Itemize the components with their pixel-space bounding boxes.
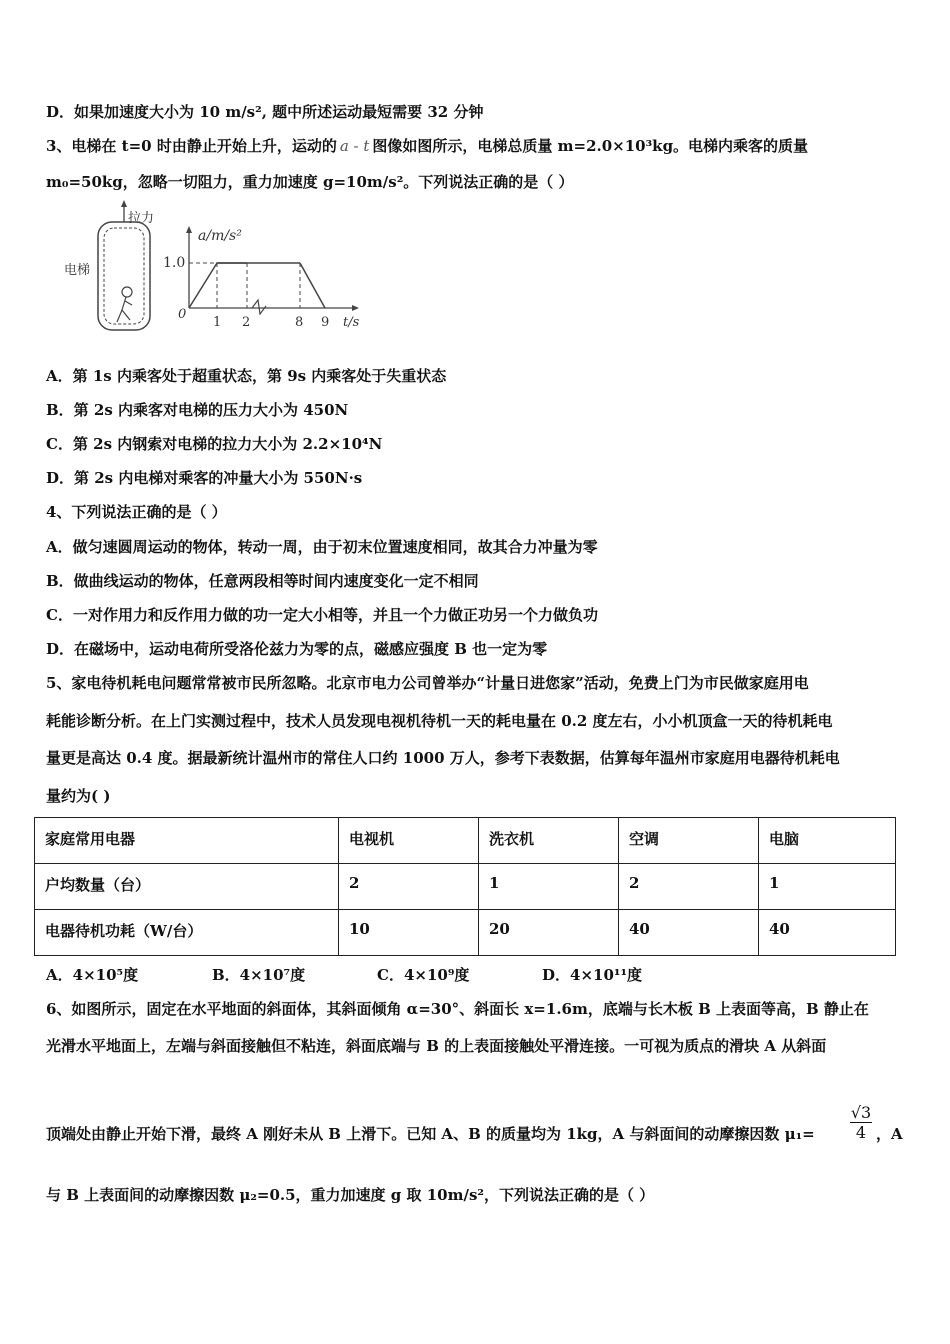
- q6-line-2: 光滑水平地面上，左端与斜面接触但不粘连，斜面底端与 B 的上表面接触处平滑连接。一可视为质点的滑块 A 从斜面: [46, 1037, 827, 1055]
- q3-stem-line1: [46, 136, 808, 156]
- q3-stem-part2: 图像如图所示，电梯总质量 m=2.0×10³kg。电梯内乘客的质量: [372, 137, 809, 155]
- table-cell: 空调: [619, 818, 759, 864]
- graph-rise: [189, 263, 300, 308]
- x-tick-9: 9: [321, 315, 330, 330]
- mu1-fraction: [850, 1103, 872, 1142]
- q6-line-3: 顶端处由静止开始下滑，最终 A 刚好未从 B 上滑下。已知 A、B 的质量均为 1kg，A 与斜面间的动摩擦因数 μ₁=: [46, 1125, 815, 1143]
- table-cell: 40: [759, 910, 896, 956]
- q4-option-b: B．做曲线运动的物体，任意两段相等时间内速度变化一定不相同: [46, 572, 479, 590]
- y-tick-label: 1.0: [163, 255, 186, 271]
- q5-option-c: C．4×10⁹度: [377, 966, 470, 984]
- x-tick-1: 1: [213, 315, 222, 330]
- q4-option-a: A．做匀速圆周运动的物体，转动一周，由于初末位置速度相同，故其合力冲量为零: [46, 538, 598, 556]
- force-arrow-head: [121, 200, 127, 207]
- table-row: [35, 910, 896, 956]
- origin-label: 0: [178, 307, 187, 322]
- table-row: [35, 864, 896, 910]
- elevator-label: 电梯: [64, 263, 91, 278]
- elevator-box-outer: [98, 222, 150, 330]
- force-label: 拉力: [128, 211, 155, 226]
- q5-option-d: D．4×10¹¹度: [542, 966, 643, 984]
- x-axis-label: t/s: [343, 315, 360, 330]
- q3-option-b: B．第 2s 内乘客对电梯的压力大小为 450N: [46, 401, 349, 419]
- table-cell: 电脑: [759, 818, 896, 864]
- q2-option-d: D．如果加速度大小为 10 m/s², 题中所述运动最短需要 32 分钟: [46, 103, 484, 121]
- q3-stem-part1: 3、电梯在 t=0 时由静止开始上升，运动的: [46, 137, 337, 155]
- q5-option-b: B．4×10⁷度: [212, 966, 306, 984]
- table-cell: 电视机: [339, 818, 479, 864]
- q3-stem-symbol: a - t: [339, 137, 370, 155]
- q4-stem: 4、下列说法正确的是（ ）: [46, 503, 227, 521]
- q3-option-d: D．第 2s 内电梯对乘客的冲量大小为 550N·s: [46, 469, 363, 487]
- q5-table: [34, 817, 896, 956]
- x-tick-8: 8: [295, 315, 304, 330]
- table-cell: 10: [339, 910, 479, 956]
- q4-option-c: C．一对作用力和反作用力做的功一定大小相等，并且一个力做正功另一个力做负功: [46, 606, 598, 624]
- graph-fall: [300, 263, 325, 308]
- q5-line-2: 耗能诊断分析。在上门实测过程中，技术人员发现电视机待机一天的耗电量在 0.2 度左右，小小机顶盒一天的待机耗电: [46, 712, 833, 730]
- q5-line-4: 量约为( ): [46, 787, 111, 805]
- elevator-box-inner: [104, 228, 144, 324]
- q6-line-1: 6、如图所示，固定在水平地面的斜面体，其斜面倾角 α=30°、斜面长 x=1.6m，底端与长木板 B 上表面等高，B 静止在: [46, 1000, 869, 1018]
- table-cell: 家庭常用电器: [35, 818, 339, 864]
- q5-line-1: 5、家电待机耗电问题常常被市民所忽略。北京市电力公司曾举办“计量日进您家”活动，免费上门为市民做家庭用电: [46, 674, 809, 692]
- table-header-row: [35, 818, 896, 864]
- table-cell: 电器待机功耗（W/台）: [35, 910, 339, 956]
- axis-break: [252, 300, 266, 314]
- table-cell: 1: [759, 864, 896, 910]
- q3-figure: [60, 200, 380, 340]
- frac-denominator: 4: [855, 1123, 867, 1142]
- x-tick-2: 2: [242, 315, 251, 330]
- person-head: [122, 287, 132, 297]
- q3-option-a: A．第 1s 内乘客处于超重状态，第 9s 内乘客处于失重状态: [46, 367, 447, 385]
- table-cell: 20: [479, 910, 619, 956]
- q6-line-4: 与 B 上表面间的动摩擦因数 μ₂=0.5，重力加速度 g 取 10m/s²，下列说法正确的是（ ）: [46, 1186, 655, 1204]
- q5-option-a: A．4×10⁵度: [46, 966, 139, 984]
- q4-option-d: D．在磁场中，运动电荷所受洛伦兹力为零的点，磁感应强度 B 也一定为零: [46, 640, 548, 658]
- table-cell: 1: [479, 864, 619, 910]
- frac-numerator: √3: [850, 1103, 872, 1122]
- q3-stem-line2: m₀=50kg，忽略一切阻力，重力加速度 g=10m/s²。下列说法正确的是（ ）: [46, 173, 574, 191]
- q3-option-c: C．第 2s 内钢索对电梯的拉力大小为 2.2×10⁴N: [46, 435, 383, 453]
- y-axis-label: a/m/s²: [198, 228, 242, 244]
- table-cell: 2: [619, 864, 759, 910]
- table-cell: 洗衣机: [479, 818, 619, 864]
- table-cell: 40: [619, 910, 759, 956]
- table-cell: 2: [339, 864, 479, 910]
- q6-line-3-tail: ，A: [876, 1125, 903, 1143]
- q5-line-3: 量更是高达 0.4 度。据最新统计温州市的常住人口约 1000 万人，参考下表数据，估算每年温州市家庭用电器待机耗电: [46, 749, 840, 767]
- table-cell: 户均数量（台）: [35, 864, 339, 910]
